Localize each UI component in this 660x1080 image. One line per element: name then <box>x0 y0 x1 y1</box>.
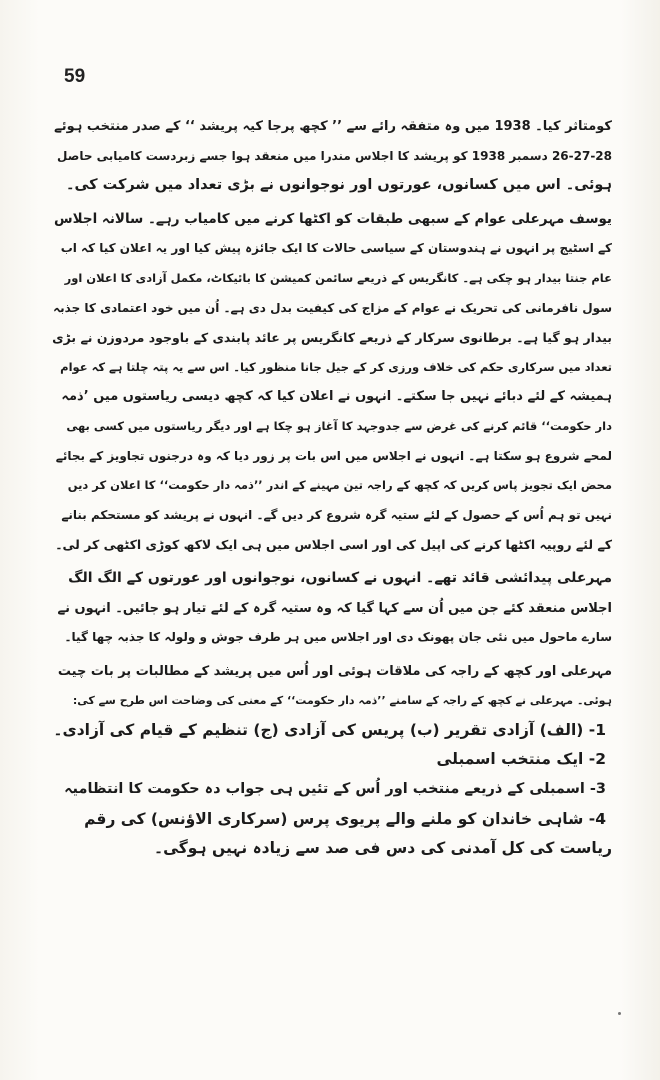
page-body-text <box>52 112 612 864</box>
list-item: 2- ایک منتخب اسمبلی <box>436 750 606 769</box>
text-line: لمحے شروع ہو سکتا ہے۔ انہوں نے اجلاس میں اس بات پر زور دیا کہ وہ درجنوں تجاویز کے بجائے <box>55 448 612 463</box>
text-line: کے اسٹیج پر انہوں نے ہندوستان کے سیاسی حالات کا ایک جائزہ پیش کیا اور یہ اعلان کیا کہ اب <box>60 241 612 256</box>
text-line: ریاست کی کل آمدنی کی دس فی صد سے زیادہ نہیں ہوگی۔ <box>154 839 612 858</box>
text-line: کے لئے روپیہ اکٹھا کرنے کی اپیل کی اور اسی اجلاس میں ہی ایک لاکھ کوڑی اکٹھی کر لی۔ <box>55 537 612 553</box>
text-line: دار حکومت‘‘ قائم کرنے کی غرض سے جدوجہد کا آغاز ہو چکا ہے اور دیگر ریاستوں میں کسی بھی <box>66 418 612 433</box>
text-line: تعداد میں سرکاری حکم کی خلاف ورزی کر کے جیل جانا منظور کیا۔ اس سے یہ پتہ چلتا ہے کہ عوام <box>60 359 612 374</box>
list-item: 4- شاہی خاندان کو ملنے والے پریوی پرس (سرکاری الاؤنس) کی رقم <box>84 809 606 828</box>
text-line: سارے ماحول میں نئی جان پھونک دی اور اجلاس میں ہر طرف جوش و ولولہ کا جذبہ چھا گیا۔ <box>64 630 612 645</box>
text-line: یوسف مہرعلی عوام کے سبھی طبقات کو اکٹھا کرنے میں کامیاب رہے۔ سالانہ اجلاس <box>53 210 612 227</box>
text-line: نہیں تو ہم اُس کے حصول کے لئے ستیہ گرہ شروع کر دیں گے۔ انہوں نے پریشد کو مستحکم بنانے <box>61 507 612 522</box>
text-line: کومتاثر کیا۔ 1938 میں وہ متفقہ رائے سے ’’ کچھ پرجا کیہ پریشد ‘‘ کے صدر منتخب ہوئے <box>54 119 612 134</box>
list-item: 3- اسمبلی کے ذریعے منتخب اور اُس کے تئیں ہی جواب دہ حکومت کا انتظامیہ <box>64 781 606 798</box>
text-line: مہرعلی پیدائشی قائد تھے۔ انہوں نے کسانوں، نوجوانوں اور عورتوں کے الگ الگ <box>68 569 612 586</box>
text-line: عام جنتا بیدار ہو چکی ہے۔ کانگریس کے ذریعے سائمن کمیشن کا بائیکاٹ، مکمل آزادی کا اعلان اور <box>64 270 612 285</box>
text-line: 26-27-28 دسمبر 1938 کو پریشد کا اجلاس مندرا میں منعقد ہوا جسے زبردست کامیابی حاصل <box>57 148 612 163</box>
text-line: مہرعلی اور کچھ کے راجہ کی ملاقات ہوئی اور اُس میں پریشد کے مطالبات پر بات چیت <box>57 663 612 679</box>
text-line: ہوئی۔ مہرعلی نے کچھ کے راجہ کے سامنے ’’ذمہ دار حکومت‘‘ کے معنی کی وضاحت اس طرح سے کی: <box>72 694 612 708</box>
text-line: بیدار ہو گیا ہے۔ برطانوی سرکار کے ذریعے کانگریس پر عائد پابندی کے باوجود مردوزن نے بڑی <box>52 330 612 346</box>
page-number: 59 <box>64 66 86 87</box>
text-line: ہمیشہ کے لئے دبائے نہیں جا سکتے۔ انہوں نے اعلان کیا کہ کچھ دیسی ریاستوں میں ’ذمہ <box>61 389 612 405</box>
stray-mark <box>618 1012 621 1015</box>
text-line: اجلاس منعقد کئے جن میں اُن سے کہا گیا کہ وہ ستیہ گرہ کے لئے تیار ہو جائیں۔ انہوں نے <box>57 600 612 616</box>
text-line: سول نافرمانی کی تحریک نے عوام کے مزاج کی کیفیت بدل دی ہے۔ اُن میں خود اعتمادی کا جذبہ <box>53 300 612 315</box>
text-line: محض ایک تجویز پاس کریں کہ کچھ کے راجہ تین مہینے کے اندر ’’ذمہ دار حکومت‘‘ کا اعلان کر دیں <box>67 478 612 493</box>
text-line: ہوئی۔ اس میں کسانوں، عورتوں اور نوجوانوں نے بڑی تعداد میں شرکت کی۔ <box>65 177 612 194</box>
list-item: 1- (الف) آزادی تقریر (ب) پریس کی آزادی (ج) تنظیم کے قیام کی آزادی۔ <box>53 720 606 739</box>
